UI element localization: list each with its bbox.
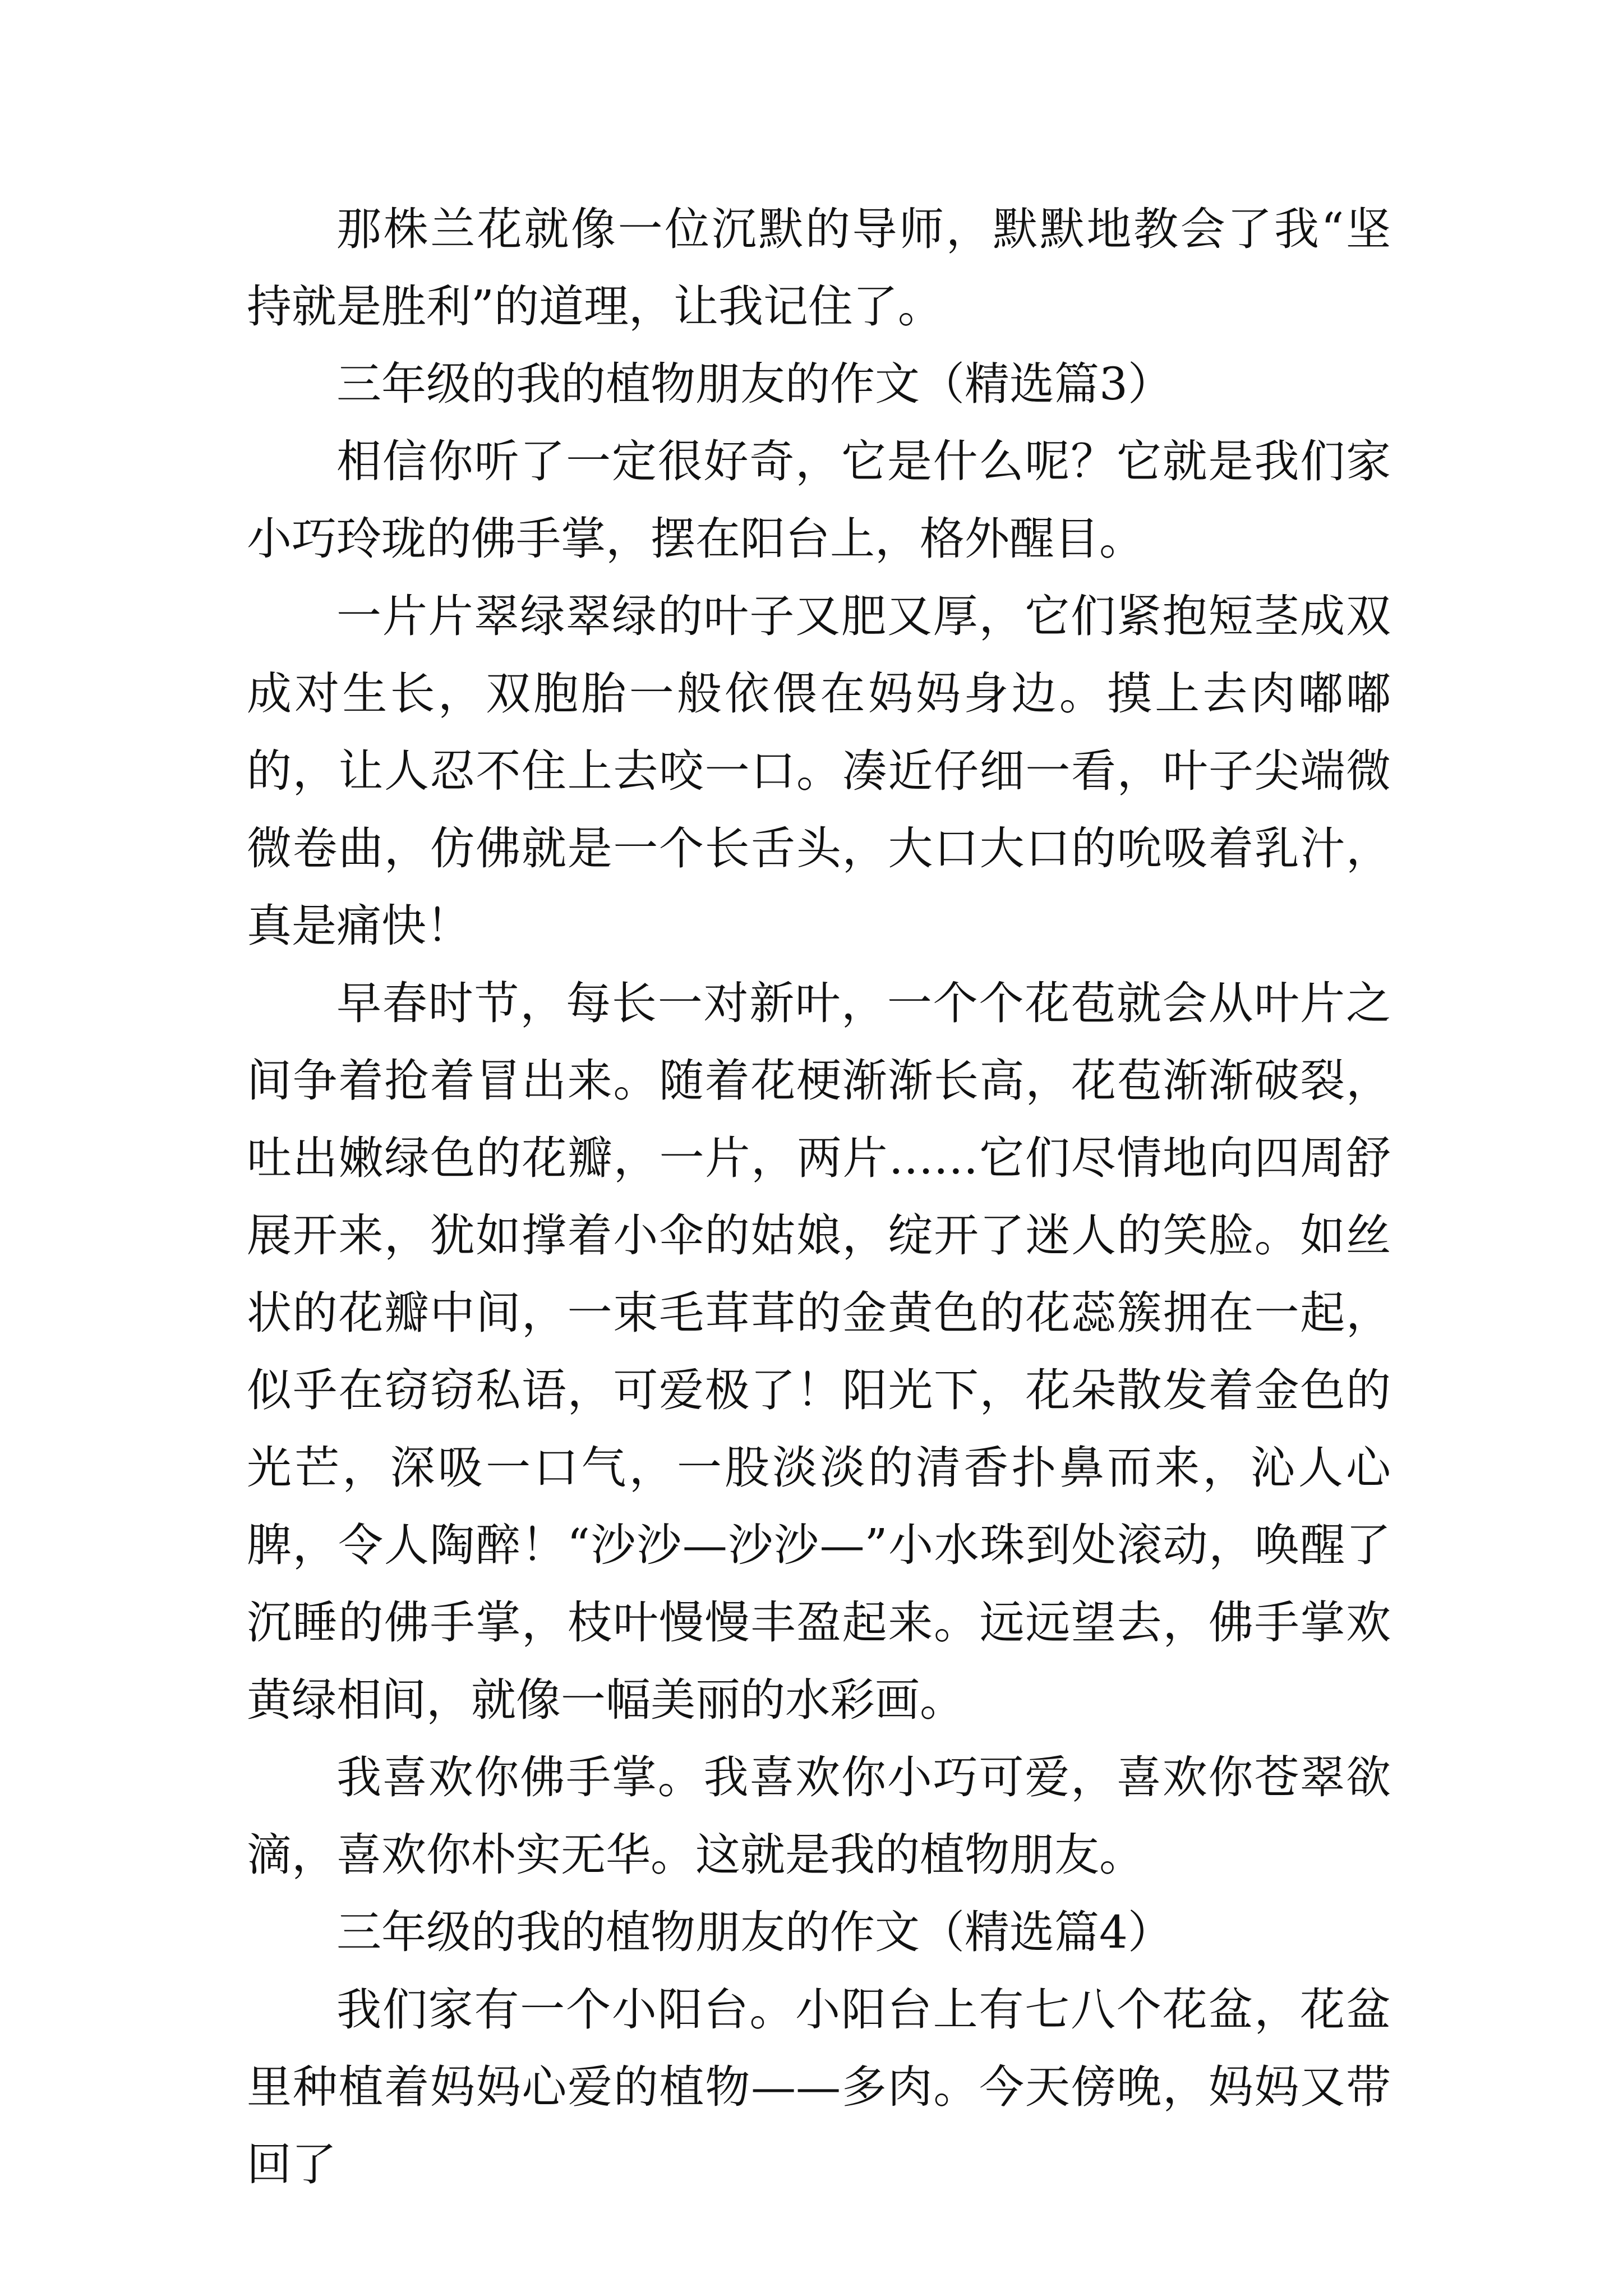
paragraph-balcony: 我们家有一个小阳台。小阳台上有七八个花盆，花盆里种植着妈妈心爱的植物——多肉。今天傍晚，妈妈又带回了 bbox=[247, 1984, 1391, 2191]
paragraph-orchid-conclusion: 那株兰花就像一位沉默的导师，默默地教会了我“坚持就是胜利”的道理，让我记住了。 bbox=[247, 203, 1391, 333]
paragraph-closing: 我喜欢你佛手掌。我喜欢你小巧可爱，喜欢你苍翠欲滴，喜欢你朴实无华。这就是我的植物朋友。 bbox=[247, 1751, 1391, 1881]
document-body bbox=[247, 191, 1391, 2203]
paragraph-leaves: 一片片翠绿翠绿的叶子又肥又厚，它们紧抱短茎成双成对生长，双胞胎一般依偎在妈妈身边。摸上去肉嘟嘟的，让人忍不住上去咬一口。凑近仔细一看，叶子尖端微微卷曲，仿佛就是一个长舌头，大口大口的吮吸着乳汁，真是痛快！ bbox=[247, 590, 1391, 952]
paragraph-flowers: 早春时节，每长一对新叶，一个个花苞就会从叶片之间争着抢着冒出来。随着花梗渐渐长高，花苞渐渐破裂，吐出嫩绿色的花瓣，一片，两片……它们尽情地向四周舒展开来，犹如撑着小伞的姑娘，绽开了迷人的笑脸。如丝状的花瓣中间，一束毛茸茸的金黄色的花蕊簇拥在一起，似乎在窃窃私语，可爱极了！阳光下，花朵散发着金色的光芒，深吸一口气，一股淡淡的清香扑鼻而来，沁人心脾，令人陶醉！“沙沙—沙沙—”小水珠到处滚动，唤醒了沉睡的佛手掌，枝叶慢慢丰盈起来。远远望去，佛手掌欢黄绿相间，就像一幅美丽的水彩画。 bbox=[247, 977, 1391, 1726]
essay-heading-4: 三年级的我的植物朋友的作文（精选篇4） bbox=[336, 1906, 1173, 1958]
essay-heading-3: 三年级的我的植物朋友的作文（精选篇3） bbox=[336, 358, 1173, 410]
paragraph-intro: 相信你听了一定很好奇，它是什么呢？它就是我们家小巧玲珑的佛手掌，摆在阳台上，格外醒目。 bbox=[247, 435, 1391, 565]
